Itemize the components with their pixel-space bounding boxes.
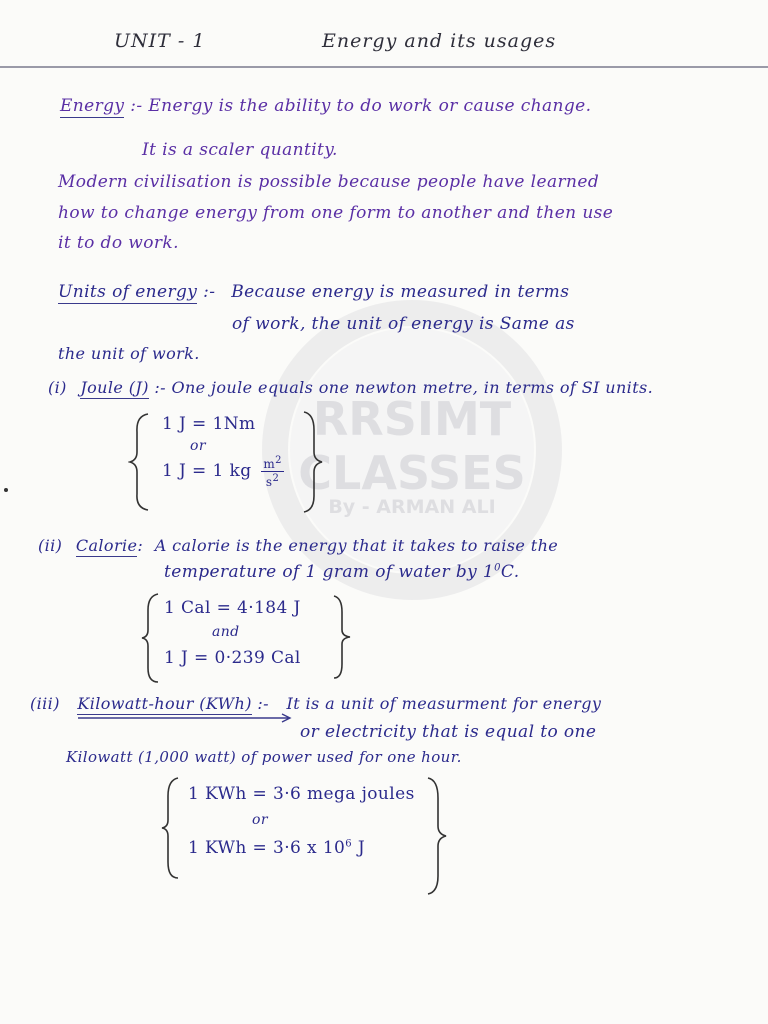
calorie-number: (ii) — [38, 536, 63, 555]
calorie-term: Calorie — [75, 536, 138, 555]
calorie-and: and — [212, 624, 240, 640]
units-line-2: of work, the unit of energy is Same as — [232, 314, 575, 334]
joule-number: (i) — [48, 378, 67, 397]
kwh-heading — [30, 694, 601, 713]
kwh-sep: :- — [257, 694, 269, 713]
joule-sep: :- — [154, 378, 166, 397]
kwh-arrow — [76, 712, 296, 724]
unit-label: UNIT - 1 — [114, 30, 206, 52]
energy-definition: Energy is the ability to do work or cause change. — [148, 96, 592, 116]
units-line-3: the unit of work. — [58, 344, 200, 363]
page-title: Energy and its usages — [322, 30, 557, 52]
fraction-numerator: $m^2$ — [263, 455, 282, 471]
joule-left-brace — [128, 412, 152, 512]
exponent: 6 — [345, 838, 353, 850]
kwh-number: (iii) — [30, 694, 60, 713]
kwh-eq-1: 1 KWh = 3·6 mega joules — [188, 784, 415, 804]
calorie-eq-1: 1 Cal = 4·184 J — [164, 598, 301, 618]
energy-para-line-2: how to change energy from one form to another and then use — [58, 203, 614, 223]
energy-scalar: It is a scaler quantity. — [142, 140, 338, 160]
header-rule — [0, 66, 768, 68]
kwh-line-3: Kilowatt (1,000 watt) of power used for one hour. — [66, 748, 462, 766]
calorie-sep: : — [137, 536, 144, 555]
watermark-line-1: RRSIMT — [312, 392, 512, 446]
joule-heading — [48, 378, 653, 397]
watermark-line-2: CLASSES — [298, 446, 526, 500]
margin-mark — [4, 488, 8, 492]
calorie-left-brace — [140, 592, 162, 684]
kwh-or: or — [252, 812, 268, 828]
kwh-term: Kilowatt-hour (KWh) — [77, 694, 252, 713]
degree-mark: 0 — [494, 562, 501, 574]
calorie-heading — [38, 536, 558, 555]
units-line-1: Because energy is measured in terms — [231, 282, 570, 302]
joule-right-brace — [300, 410, 324, 514]
calorie-def-line-2: temperature of 1 gram of water by $1^0C$. — [164, 562, 520, 582]
units-heading — [58, 282, 569, 302]
units-sep: :- — [203, 282, 216, 302]
joule-eq-2 — [162, 454, 284, 489]
joule-eq-2-text: 1 J = 1 kg — [162, 461, 252, 481]
fraction-denominator: $s^2$ — [265, 473, 280, 489]
calorie-right-brace — [330, 594, 352, 680]
watermark-line-3: By - ARMAN ALI — [328, 496, 496, 518]
joule-eq-1: 1 J = 1Nm — [162, 414, 256, 434]
calorie-eq-2: 1 J = 0·239 Cal — [164, 648, 301, 668]
energy-term: Energy — [60, 96, 125, 116]
joule-or: or — [190, 438, 206, 454]
units-term: Units of energy — [58, 282, 198, 302]
energy-sep: :- — [130, 96, 143, 116]
energy-heading — [60, 96, 591, 116]
joule-term: Joule (J) — [80, 378, 149, 397]
kwh-left-brace — [160, 776, 182, 880]
kwh-line-2: or electricity that is equal to one — [300, 722, 597, 742]
kwh-right-brace — [424, 776, 448, 896]
calorie-def-line-1: A calorie is the energy that it takes to raise the — [154, 536, 559, 555]
energy-para-line-1: Modern civilisation is possible because people have learned — [58, 172, 600, 192]
kwh-line-1: It is a unit of measurment for energy — [286, 694, 602, 713]
joule-fraction — [261, 454, 284, 489]
joule-definition: One joule equals one newton metre, in terms of SI units. — [171, 378, 654, 397]
kwh-eq-2: 1 KWh = 3·6 x $10^6$ J — [188, 838, 366, 858]
energy-para-line-3: it to do work. — [58, 233, 179, 253]
